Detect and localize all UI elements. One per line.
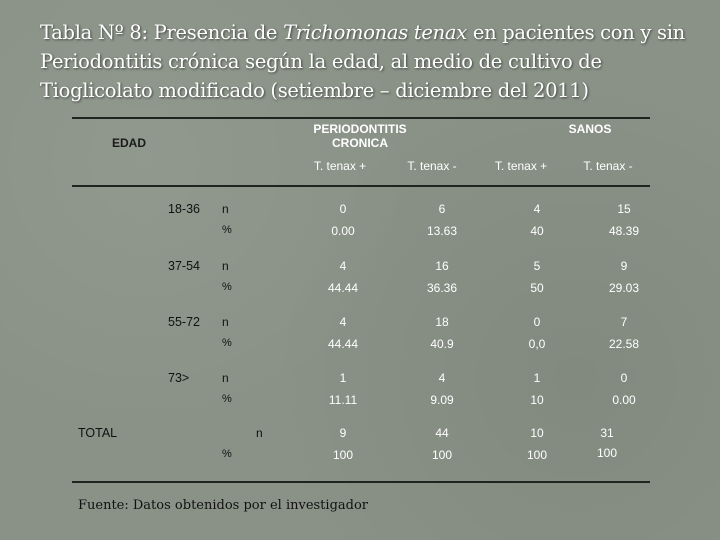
slide-title [40,18,700,105]
age-group: 73> [168,371,190,385]
cell-n: 15 [617,202,631,216]
cell-pct: 22.58 [608,337,640,351]
cell-n: 1 [339,371,347,385]
title-part-2: en pacientes con y sin Periodontitis crónica según la edad, al medio de cultivo de Tioglicolato modificado (setiembre – diciembre del 2011) [40,21,685,102]
periodontitis-header [300,122,420,150]
title-species: Trichomonas tenax [283,21,467,44]
total-pct-label: % [222,448,232,460]
total-cell-pct: 100 [332,448,354,462]
cell-pct: 0.00 [331,224,355,238]
title-part-1: Tabla Nº 8: Presencia de [40,21,284,44]
col-header-perio-pos: T. tenax + [313,159,367,173]
cell-n: 18 [435,315,449,329]
pct-label: % [222,281,232,293]
source-note: Fuente: Datos obtenidos por el investigador [78,498,368,513]
cell-n: 4 [339,259,347,273]
cell-pct: 36.36 [426,281,458,295]
cell-n: 0 [533,315,541,329]
sanos-header: SANOS [568,122,612,136]
total-cell-pct: 100 [431,448,453,462]
cell-n: 4 [533,202,541,216]
cell-pct: 10 [530,393,544,407]
total-cell-pct: 100 [596,446,618,460]
cell-pct: 44.44 [327,281,359,295]
pct-label: % [222,393,232,405]
cell-n: 9 [620,259,628,273]
pct-label: % [222,224,232,236]
cell-n: 0 [620,371,628,385]
n-label: n [222,202,229,216]
total-cell-n: 31 [600,426,614,440]
cell-n: 4 [339,315,347,329]
n-label: n [222,371,229,385]
age-group: 18-36 [168,202,200,216]
cell-n: 0 [339,202,347,216]
total-cell-n: 9 [339,426,347,440]
cell-pct: 0,0 [528,337,546,351]
cell-pct: 48.39 [608,224,640,238]
table-bottom-rule [72,481,650,483]
cell-pct: 13.63 [426,224,458,238]
cell-n: 7 [620,315,628,329]
total-label: TOTAL [78,426,118,440]
cell-pct: 11.11 [328,393,358,407]
periodontitis-header-line2: CRONICA [332,136,388,150]
cell-n: 4 [438,371,446,385]
n-label: n [222,259,229,273]
total-n-label: n [256,426,263,440]
age-group: 37-54 [168,259,200,273]
col-header-perio-neg: T. tenax - [407,159,457,173]
total-cell-pct: 100 [526,448,548,462]
cell-n: 16 [435,259,449,273]
cell-pct: 50 [530,281,544,295]
cell-n: 5 [533,259,541,273]
periodontitis-header-line1: PERIODONTITIS [313,122,407,136]
cell-pct: 44.44 [327,337,359,351]
col-header-sanos-pos: T. tenax + [494,159,548,173]
cell-n: 6 [438,202,446,216]
cell-pct: 40.9 [430,337,454,351]
total-cell-n: 10 [530,426,544,440]
cell-pct: 29.03 [608,281,640,295]
cell-pct: 9.09 [430,393,454,407]
pct-label: % [222,337,232,349]
table-top-rule [72,117,650,119]
edad-header: EDAD [112,136,147,150]
cell-pct: 40 [530,224,544,238]
header-rule [72,185,650,187]
cell-pct: 0.00 [612,393,636,407]
n-label: n [222,315,229,329]
cell-n: 1 [533,371,541,385]
col-header-sanos-neg: T. tenax - [583,159,633,173]
total-cell-n: 44 [435,426,449,440]
age-group: 55-72 [168,315,200,329]
